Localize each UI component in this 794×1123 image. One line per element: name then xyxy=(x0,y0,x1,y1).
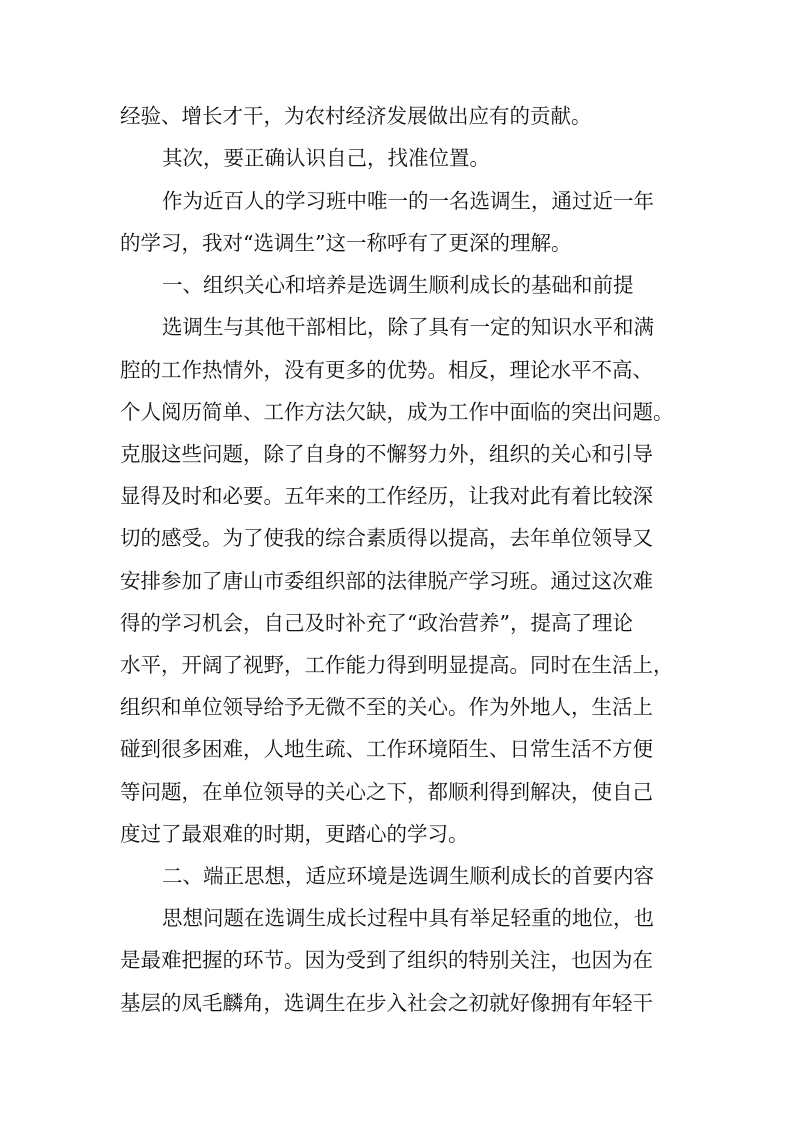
text-line: 水平，开阔了视野，工作能力得到明显提高。同时在生活上， xyxy=(120,653,674,677)
text-line: 得的学习机会，自己及时补充了“政治营养”，提高了理论 xyxy=(120,611,633,635)
text-line: 作为近百人的学习班中唯一的一名选调生，通过近一年 xyxy=(162,189,654,213)
text-line: 克服这些问题，除了自身的不懈努力外，组织的关心和引导 xyxy=(120,442,653,466)
text-line: 腔的工作热情外，没有更多的优势。相反，理论水平不高、 xyxy=(120,358,653,382)
text-line: 碰到很多困难，人地生疏、工作环境陌生、日常生活不方便 xyxy=(120,737,653,761)
section-heading-2: 二、端正思想，适应环境是选调生顺利成长的首要内容 xyxy=(162,864,654,888)
text-line: 基层的凤毛麟角，选调生在步入社会之初就好像拥有年轻干 xyxy=(120,991,653,1015)
text-line: 切的感受。为了使我的综合素质得以提高，去年单位领导又 xyxy=(120,526,653,550)
text-line: 等问题，在单位领导的关心之下，都顺利得到解决，使自己 xyxy=(120,780,653,804)
text-line: 思想问题在选调生成长过程中具有举足轻重的地位，也 xyxy=(162,906,654,930)
text-line: 个人阅历简单、工作方法欠缺，成为工作中面临的突出问题。 xyxy=(120,400,674,424)
text-line: 的学习，我对“选调生”这一称呼有了更深的理解。 xyxy=(120,231,572,255)
text-line: 是最难把握的环节。因为受到了组织的特别关注，也因为在 xyxy=(120,948,653,972)
text-line: 显得及时和必要。五年来的工作经历，让我对此有着比较深 xyxy=(120,484,653,508)
text-line: 其次，要正确认识自己，找准位置。 xyxy=(162,146,490,170)
text-line: 安排参加了唐山市委组织部的法律脱产学习班。通过这次难 xyxy=(120,569,653,593)
text-line: 组织和单位领导给予无微不至的关心。作为外地人，生活上 xyxy=(120,695,653,719)
text-line: 选调生与其他干部相比，除了具有一定的知识水平和满 xyxy=(162,315,654,339)
section-heading-1: 一、组织关心和培养是选调生顺利成长的基础和前提 xyxy=(162,273,634,297)
text-line: 经验、增长才干，为农村经济发展做出应有的贡献。 xyxy=(120,104,592,128)
text-line: 度过了最艰难的时期，更踏心的学习。 xyxy=(120,822,469,846)
